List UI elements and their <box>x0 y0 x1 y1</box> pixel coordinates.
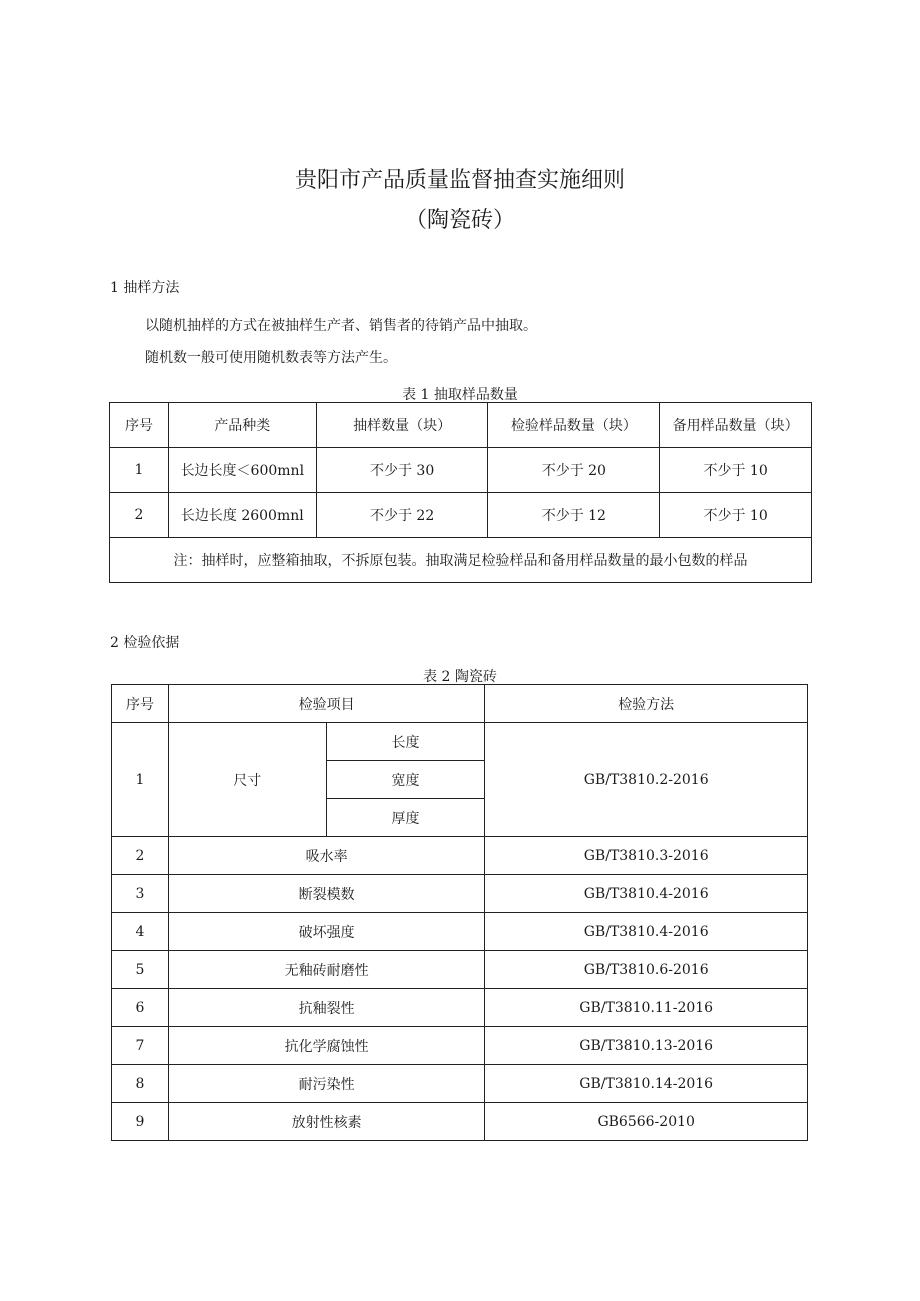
table-cell: GB/T3810.2-2016 <box>485 723 808 837</box>
table-row <box>112 913 808 951</box>
table-cell: 2 <box>110 493 169 538</box>
table-cell: 抗釉裂性 <box>168 989 484 1027</box>
table-row <box>112 1027 808 1065</box>
section-heading-basis: 2 检验依据 <box>110 635 180 651</box>
table-cell: 1 <box>110 448 169 493</box>
table-row <box>112 1065 808 1103</box>
table-cell: 4 <box>112 913 169 951</box>
table-row <box>112 1103 808 1141</box>
table-cell: 长边长度＜600mnl <box>168 448 316 493</box>
table2-caption: 表 2 陶瓷砖 <box>423 669 497 685</box>
table-row <box>112 837 808 875</box>
table-cell: GB/T3810.3-2016 <box>485 837 808 875</box>
table-cell: 断裂模数 <box>168 875 484 913</box>
table-cell: 不少于 30 <box>316 448 488 493</box>
table-cell: GB/T3810.14-2016 <box>485 1065 808 1103</box>
table-cell: 3 <box>112 875 169 913</box>
table-cell: GB/T3810.4-2016 <box>485 875 808 913</box>
table-row <box>112 951 808 989</box>
table-row <box>112 875 808 913</box>
table-cell: 无釉砖耐磨性 <box>168 951 484 989</box>
table-cell: 6 <box>112 989 169 1027</box>
table-cell: 不少于 10 <box>660 448 812 493</box>
table-cell: 长边长度 2600mnl <box>168 493 316 538</box>
table-cell: GB6566-2010 <box>485 1103 808 1141</box>
table-cell: 9 <box>112 1103 169 1141</box>
table-cell: 7 <box>112 1027 169 1065</box>
header-cell: 检验项目 <box>168 685 484 723</box>
table-cell: 尺寸 <box>168 723 326 837</box>
table-header-row <box>110 403 812 448</box>
table-cell: 抗化学腐蚀性 <box>168 1027 484 1065</box>
table-note-row <box>110 538 812 583</box>
inspection-basis-table <box>111 684 808 1141</box>
table-cell: 5 <box>112 951 169 989</box>
table-cell: 吸水率 <box>168 837 484 875</box>
table-cell: GB/T3810.13-2016 <box>485 1027 808 1065</box>
table-row <box>112 723 808 761</box>
table-cell: 放射性核素 <box>168 1103 484 1141</box>
table-cell: 不少于 10 <box>660 493 812 538</box>
header-cell: 检验方法 <box>485 685 808 723</box>
header-cell: 序号 <box>110 403 169 448</box>
table-cell: 不少于 20 <box>488 448 660 493</box>
table-cell: 不少于 22 <box>316 493 488 538</box>
header-cell: 检验样品数量（块） <box>488 403 660 448</box>
table-subitem-cell: 长度 <box>326 723 485 761</box>
header-cell: 产品种类 <box>168 403 316 448</box>
table-cell: 8 <box>112 1065 169 1103</box>
table-row <box>110 493 812 538</box>
paragraph-sampling-method: 以随机抽样的方式在被抽样生产者、销售者的待销产品中抽取。 <box>145 318 537 334</box>
sample-quantity-table <box>109 402 812 583</box>
table-row <box>110 448 812 493</box>
table-cell: 不少于 12 <box>488 493 660 538</box>
header-cell: 备用样品数量（块） <box>660 403 812 448</box>
table-cell: 2 <box>112 837 169 875</box>
page-subtitle: （陶瓷砖） <box>404 208 515 233</box>
table-cell: GB/T3810.11-2016 <box>485 989 808 1027</box>
paragraph-random-number: 随机数一般可使用随机数表等方法产生。 <box>145 350 397 366</box>
table-cell: 破坏强度 <box>168 913 484 951</box>
table-note: 注：抽样时，应整箱抽取，不拆原包装。抽取满足检验样品和备用样品数量的最小包数的样品 <box>110 538 812 583</box>
table-header-row <box>112 685 808 723</box>
table-cell: 1 <box>112 723 169 837</box>
table-row <box>112 989 808 1027</box>
section-heading-sampling: 1 抽样方法 <box>110 280 180 296</box>
page-title: 贵阳市产品质量监督抽查实施细则 <box>294 168 625 193</box>
table-cell: 耐污染性 <box>168 1065 484 1103</box>
header-cell: 序号 <box>112 685 169 723</box>
table1-caption: 表 1 抽取样品数量 <box>402 387 518 403</box>
table-subitem-cell: 宽度 <box>326 761 485 799</box>
table-cell: GB/T3810.4-2016 <box>485 913 808 951</box>
table-subitem-cell: 厚度 <box>326 799 485 837</box>
table-cell: GB/T3810.6-2016 <box>485 951 808 989</box>
header-cell: 抽样数量（块） <box>316 403 488 448</box>
